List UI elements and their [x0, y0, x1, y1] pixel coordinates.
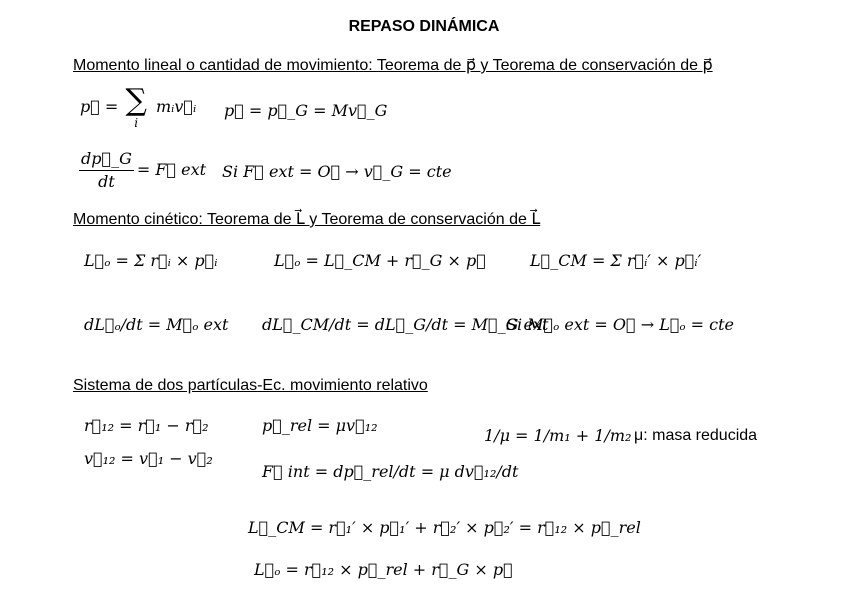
equation-dlcm-dt: dL⃗_CM/dt = dL⃗_G/dt = M⃗_G ext [262, 315, 549, 334]
section-heading-momento-cinetico: Momento cinético: Teorema de L⃗ y Teorema de conservación de L⃗ [73, 211, 541, 228]
equation-p-sum-rhs: mᵢv⃗ᵢ [155, 97, 197, 116]
equation-dp-dt [76, 148, 206, 193]
equation-lo-relative: L⃗ₒ = r⃗₁₂ × p⃗_rel + r⃗_G × p⃗ [254, 560, 513, 579]
equation-reduced-mass: 1/μ = 1/m₁ + 1/m₂ [484, 426, 632, 445]
summation-symbol: ∑ i [125, 83, 147, 130]
equation-p-cm: p⃗ = p⃗_G = Mv⃗_G [224, 101, 388, 120]
equation-p-sum-lhs: p⃗ = [80, 97, 119, 116]
equation-prel: p⃗_rel = μv⃗₁₂ [262, 416, 378, 435]
equation-lo-sum: L⃗ₒ = Σ r⃗ᵢ × p⃗ᵢ [84, 251, 218, 270]
equation-lcm-relative: L⃗_CM = r⃗₁′ × p⃗₁′ + r⃗₂′ × p⃗₂′ = r⃗₁₂ × p⃗_rel [248, 518, 641, 537]
equation-conservation-p: Si F⃗ ext = O⃗ → v⃗_G = cte [222, 162, 452, 181]
equation-v12: v⃗₁₂ = v⃗₁ − v⃗₂ [84, 449, 213, 468]
equation-p-sum [80, 83, 197, 130]
equation-r12: r⃗₁₂ = r⃗₁ − r⃗₂ [84, 416, 209, 435]
equation-lcm-sum: L⃗_CM = Σ r⃗ᵢ′ × p⃗ᵢ′ [530, 251, 702, 270]
dp-denominator: dt [98, 172, 115, 191]
section-heading-momento-lineal: Momento lineal o cantidad de movimiento: Teorema de p⃗ y Teorema de conservación de p⃗ [73, 57, 713, 74]
page-title: REPASO DINÁMICA [348, 18, 500, 35]
equation-conservation-l: Si M⃗ₒ ext = O⃗ → L⃗ₒ = cte [506, 315, 735, 334]
equation-dlo-dt: dL⃗ₒ/dt = M⃗ₒ ext [84, 315, 229, 334]
section-heading-dos-particulas: Sistema de dos partículas-Ec. movimiento relativo [73, 377, 428, 394]
equation-fint: F⃗ int = dp⃗_rel/dt = μ dv⃗₁₂/dt [262, 462, 519, 481]
dp-rhs: = F⃗ ext [136, 160, 207, 179]
dp-numerator: dp⃗_G [79, 148, 134, 171]
equation-lo-koenig: L⃗ₒ = L⃗_CM + r⃗_G × p⃗ [274, 251, 486, 270]
reduced-mass-label: μ: masa reducida [634, 427, 758, 444]
